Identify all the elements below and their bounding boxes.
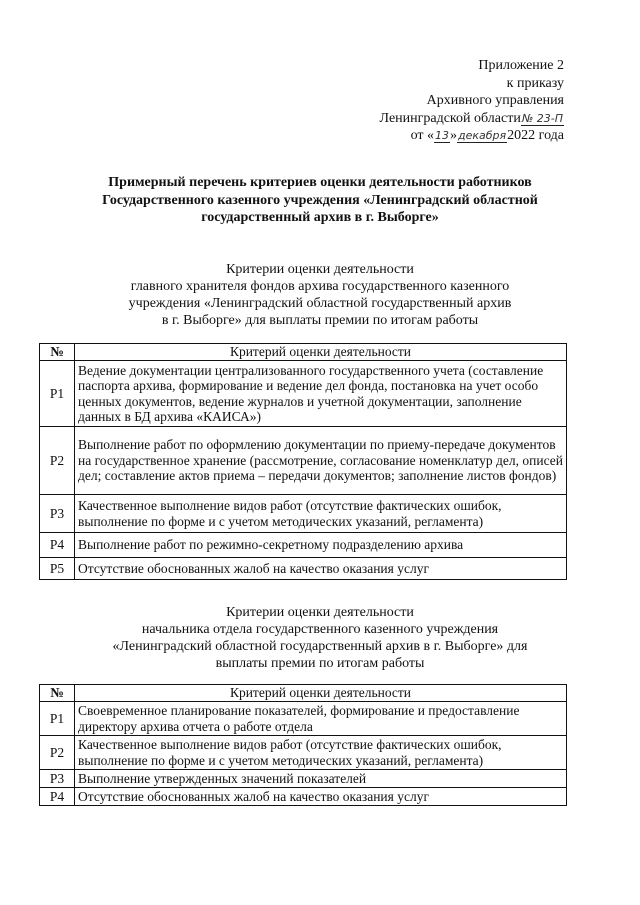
order-number-handwritten: № 23-П: [521, 111, 563, 125]
title-line: Примерный перечень критериев оценки деятельности работников: [108, 175, 532, 190]
row-criterion: Отсутствие обоснованных жалоб на качество оказания услуг: [75, 558, 567, 580]
row-criterion: Отсутствие обоснованных жалоб на качество оказания услуг: [75, 788, 567, 806]
table-row: [40, 427, 567, 495]
row-criterion: Качественное выполнение видов работ (отсутствие фактических ошибок, выполнение по форме и с учетом методических указаний, регламента): [75, 495, 567, 533]
attachment-line: Ленинградской области: [379, 110, 521, 126]
row-criterion: Выполнение работ по режимно-секретному подразделению архива: [75, 533, 567, 558]
row-criterion: Выполнение работ по оформлению документации по приему-передаче документов на государственное хранение (рассмотрение, согласование номенклатур дел, описей дел; составление актов приема – передачи документов; заполнение листов фондов): [75, 427, 567, 495]
attachment-order-line: [380, 110, 564, 128]
date-day-handwritten: 13: [435, 129, 450, 142]
table-row: [40, 558, 567, 580]
section-title-line: Критерии оценки деятельности: [226, 605, 414, 620]
date-prefix: от «: [410, 128, 435, 143]
section-title-line: главного хранителя фондов архива государственного казенного: [130, 279, 510, 294]
row-criterion: Выполнение утвержденных значений показателей: [75, 770, 567, 788]
table-row: [40, 788, 567, 806]
date-year: 2022 года: [507, 128, 564, 143]
section1-title: [60, 261, 580, 329]
table-row: [40, 736, 567, 770]
row-number: Р5: [40, 558, 75, 580]
attachment-line: Приложение 2: [478, 58, 564, 73]
table-row: [40, 702, 567, 736]
row-number: Р1: [40, 361, 75, 427]
section-title-line: «Ленинградский областной государственный архив в г. Выборге» для: [112, 639, 528, 654]
date-mid: »: [450, 128, 458, 143]
section-title-line: учреждения «Ленинградский областной государственный архив: [128, 296, 512, 311]
row-criterion: Своевременное планирование показателей, формирование и предоставление директору архива отчета о работе отдела: [75, 702, 567, 736]
row-number: Р2: [40, 736, 75, 770]
attachment-line: Архивного управления: [426, 93, 564, 108]
section-title-line: начальника отдела государственного казенного учреждения: [141, 622, 499, 637]
row-number: Р4: [40, 788, 75, 806]
title-line: государственный архив в г. Выборге»: [201, 210, 439, 225]
criteria-table-keeper: [39, 343, 567, 580]
row-number: Р3: [40, 770, 75, 788]
title-line: Государственного казенного учреждения «Ленинградский областной: [102, 192, 538, 208]
section-title-line: Критерии оценки деятельности: [226, 262, 414, 277]
document-title: [40, 174, 600, 227]
table-header-row: [40, 344, 567, 361]
section-title-line: выплаты премии по итогам работы: [215, 656, 425, 671]
table-header-row: [40, 685, 567, 702]
column-header-number: №: [40, 685, 75, 702]
attachment-line: к приказу: [506, 75, 564, 91]
column-header-criterion: Критерий оценки деятельности: [75, 344, 567, 361]
table-row: [40, 770, 567, 788]
column-header-criterion: Критерий оценки деятельности: [75, 685, 567, 702]
attachment-block: [380, 57, 564, 145]
criteria-table-head: [39, 684, 567, 806]
row-criterion: Ведение документации централизованного государственного учета (составление паспорта архива, формирование и ведение дел фонда, постановка на учет особо ценных документов, ведение журналов и учетной документации, заполнение данных в БД архива «КАИСА»): [75, 361, 567, 427]
table-row: [40, 361, 567, 427]
table-row: [40, 495, 567, 533]
section2-title: [60, 604, 580, 672]
date-month-handwritten: декабря: [458, 129, 507, 142]
attachment-date-line: [380, 127, 564, 145]
row-criterion: Качественное выполнение видов работ (отсутствие фактических ошибок, выполнение по форме и с учетом методических указаний, регламента): [75, 736, 567, 770]
row-number: Р4: [40, 533, 75, 558]
row-number: Р3: [40, 495, 75, 533]
table-row: [40, 533, 567, 558]
column-header-number: №: [40, 344, 75, 361]
row-number: Р2: [40, 427, 75, 495]
row-number: Р1: [40, 702, 75, 736]
section-title-line: в г. Выборге» для выплаты премии по итогам работы: [161, 313, 479, 328]
